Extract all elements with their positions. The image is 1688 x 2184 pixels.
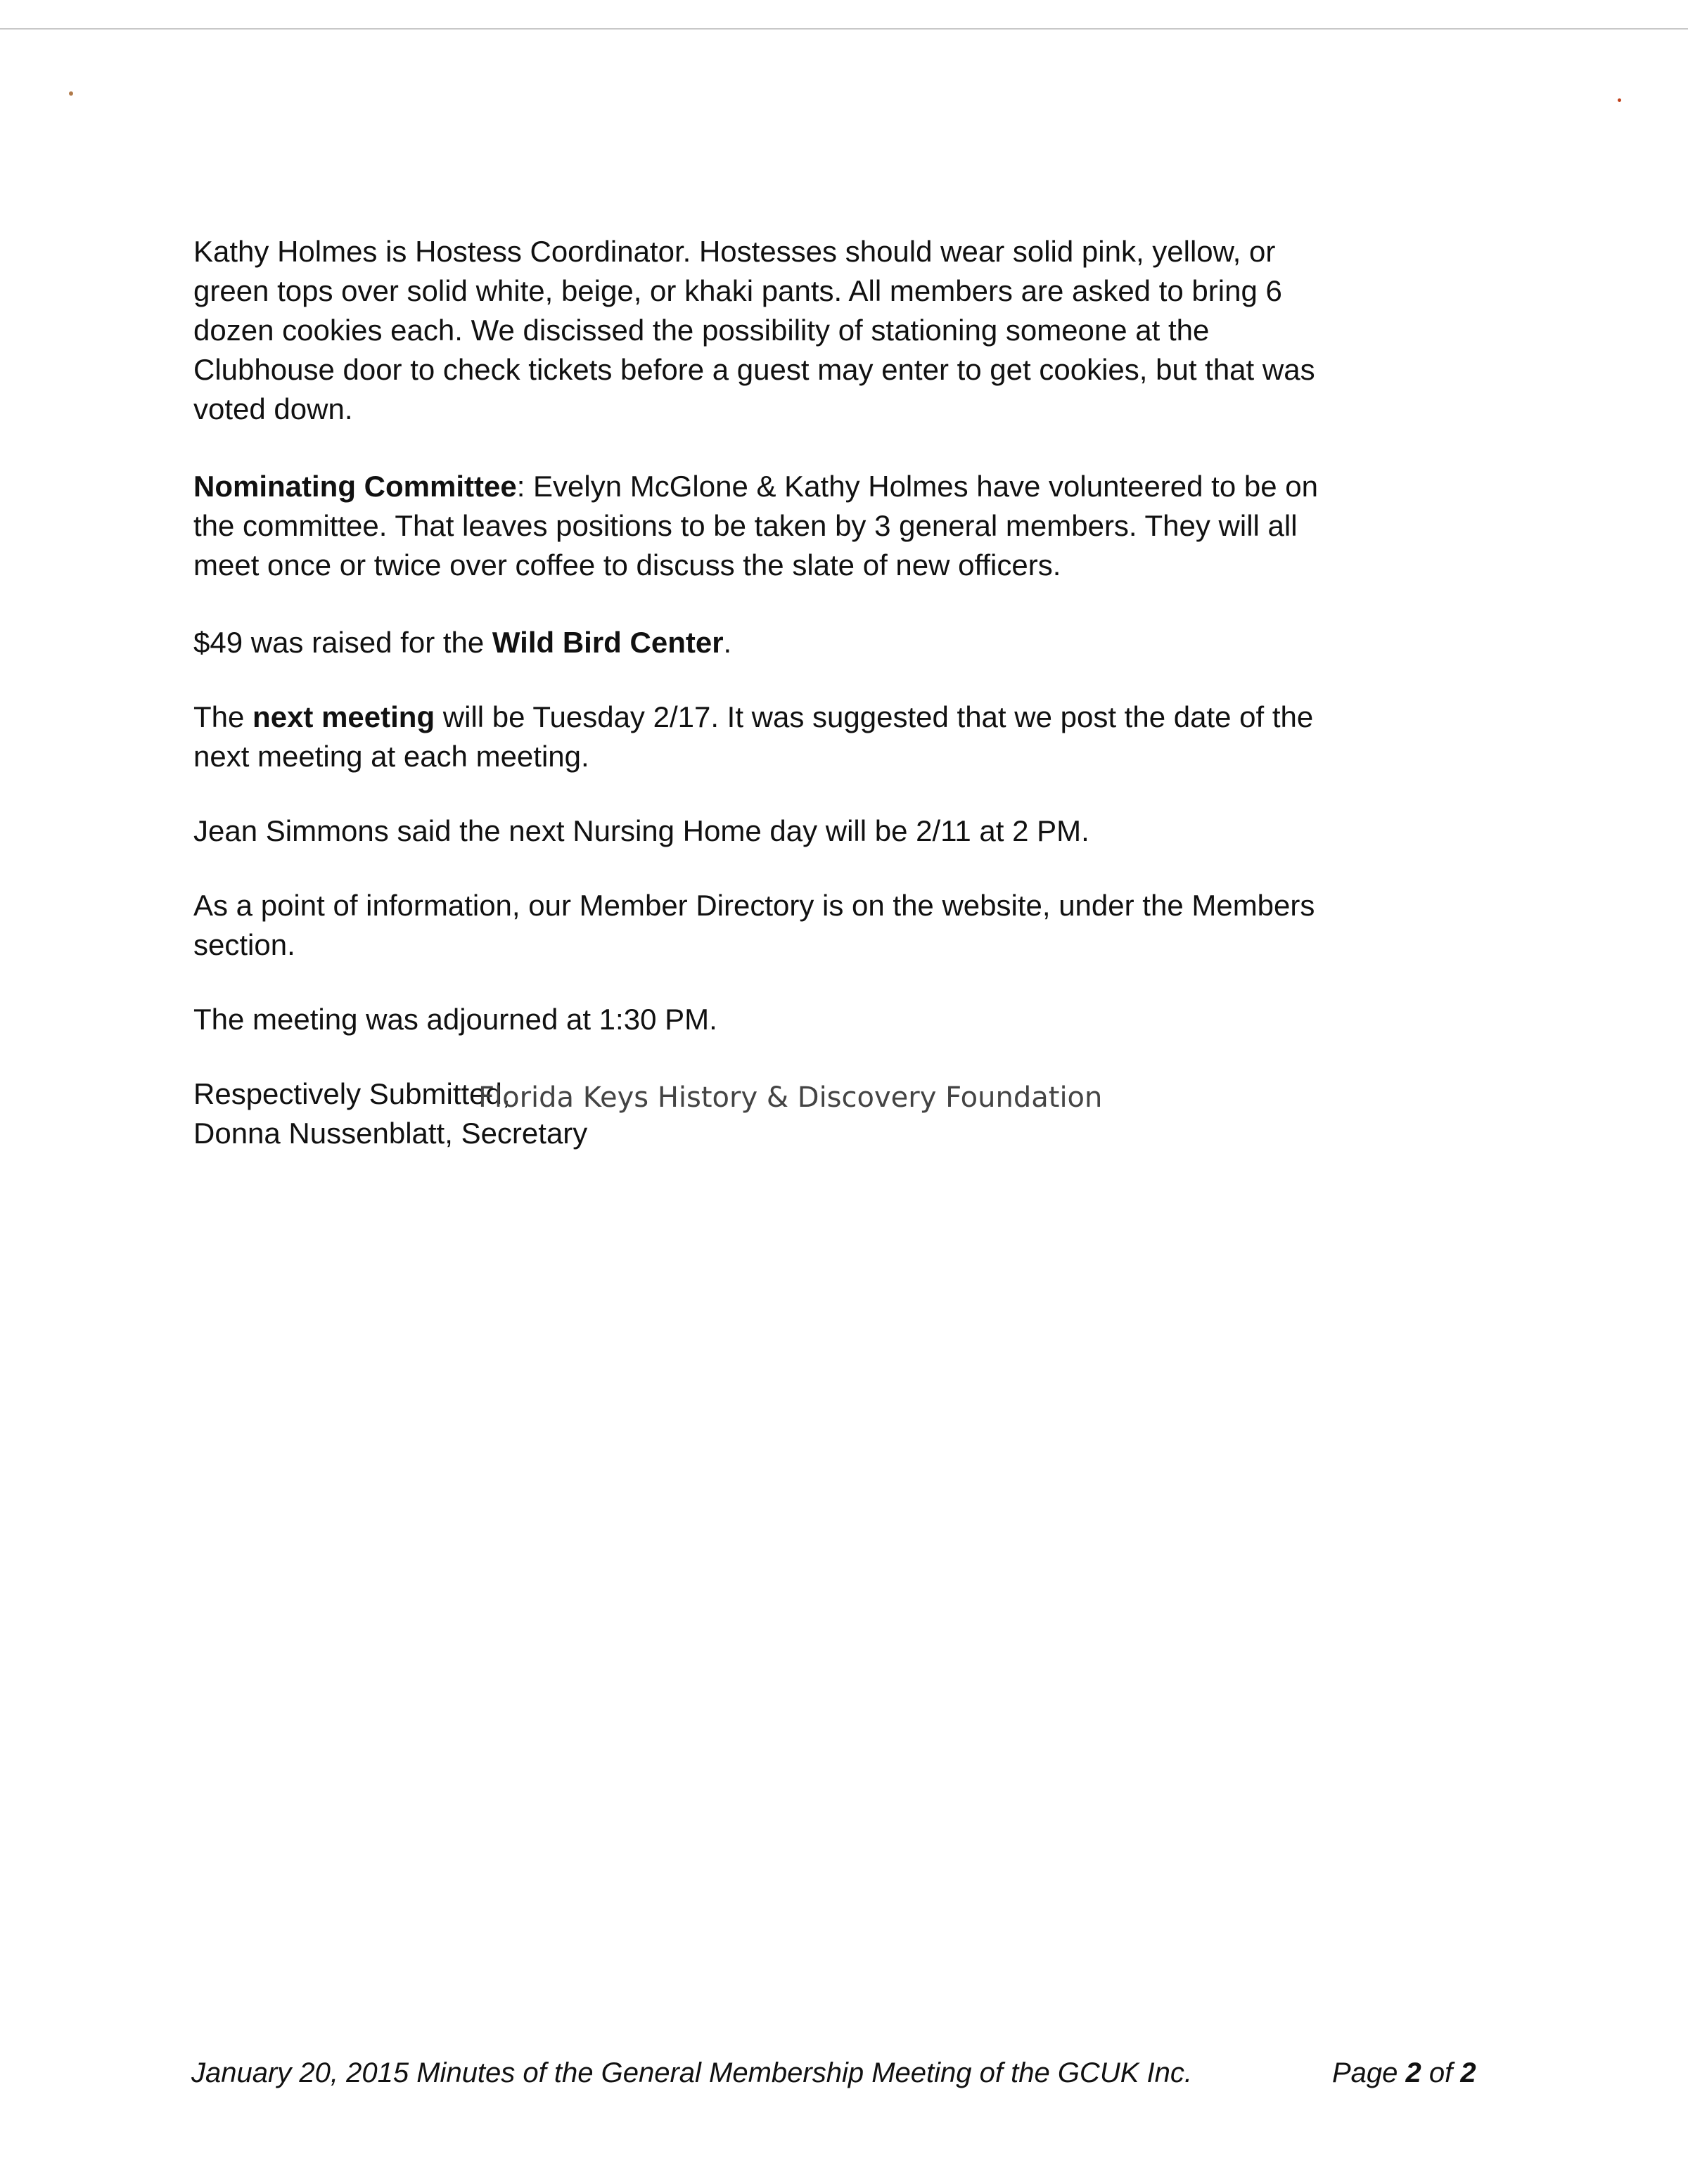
text-line: Jean Simmons said the next Nursing Home day will be 2/11 at 2 PM.	[193, 814, 1089, 847]
text-line: As a point of information, our Member Directory is on the website, under the Members	[193, 889, 1315, 922]
directory-paragraph	[193, 886, 1502, 965]
next-meeting-text: will be Tuesday 2/17. It was suggested that we post the date of the	[435, 700, 1314, 733]
adjourned-paragraph	[193, 1000, 1502, 1039]
text-line	[193, 467, 1502, 506]
scan-speck	[69, 91, 73, 96]
watermark-text: Florida Keys History & Discovery Foundation	[478, 1081, 1103, 1114]
page-total: 2	[1460, 2057, 1476, 2088]
text-line	[193, 623, 1502, 662]
text-line: meet once or twice over coffee to discuss the slate of new officers.	[193, 548, 1061, 582]
nominating-paragraph	[193, 467, 1502, 585]
document-body	[193, 232, 1502, 1191]
nominating-heading: Nominating Committee	[193, 470, 517, 503]
page-of: of	[1421, 2057, 1461, 2088]
nominating-text: : Evelyn McGlone & Kathy Holmes have volunteered to be on	[516, 470, 1318, 503]
text-line: Clubhouse door to check tickets before a guest may enter to get cookies, but that was	[193, 353, 1315, 386]
text-line: The meeting was adjourned at 1:30 PM.	[193, 1003, 717, 1036]
next-meeting-paragraph	[193, 698, 1502, 776]
page-number	[1332, 2057, 1476, 2089]
page-current: 2	[1405, 2057, 1421, 2088]
text-line: Kathy Holmes is Hostess Coordinator. Hostesses should wear solid pink, yellow, or	[193, 235, 1276, 268]
scan-speck	[1618, 98, 1621, 102]
next-meeting-label: next meeting	[252, 700, 435, 733]
text-line: section.	[193, 928, 295, 961]
wild-bird-paragraph	[193, 623, 1502, 662]
text-line: the committee. That leaves positions to be taken by 3 general members. They will all	[193, 509, 1298, 542]
page-label: Page	[1332, 2057, 1406, 2088]
text-line: dozen cookies each. We discissed the possibility of stationing someone at the	[193, 314, 1210, 347]
text-line: green tops over solid white, beige, or khaki pants. All members are asked to bring 6	[193, 274, 1282, 307]
text-line: next meeting at each meeting.	[193, 740, 589, 773]
secretary-name: Donna Nussenblatt, Secretary	[193, 1117, 588, 1150]
footer-title: January 20, 2015 Minutes of the General Membership Meeting of the GCUK Inc.	[191, 2057, 1192, 2088]
scan-edge-line	[0, 28, 1688, 30]
wild-bird-text: $49 was raised for the	[193, 626, 492, 659]
hostess-paragraph	[193, 232, 1502, 429]
text-line: voted down.	[193, 392, 353, 425]
signoff-line: Respectively Submitted,	[193, 1077, 511, 1110]
nursing-home-paragraph	[193, 811, 1502, 851]
wild-bird-period: .	[723, 626, 732, 659]
text-line	[193, 698, 1502, 737]
wild-bird-center: Wild Bird Center	[492, 626, 724, 659]
next-meeting-prefix: The	[193, 700, 253, 733]
